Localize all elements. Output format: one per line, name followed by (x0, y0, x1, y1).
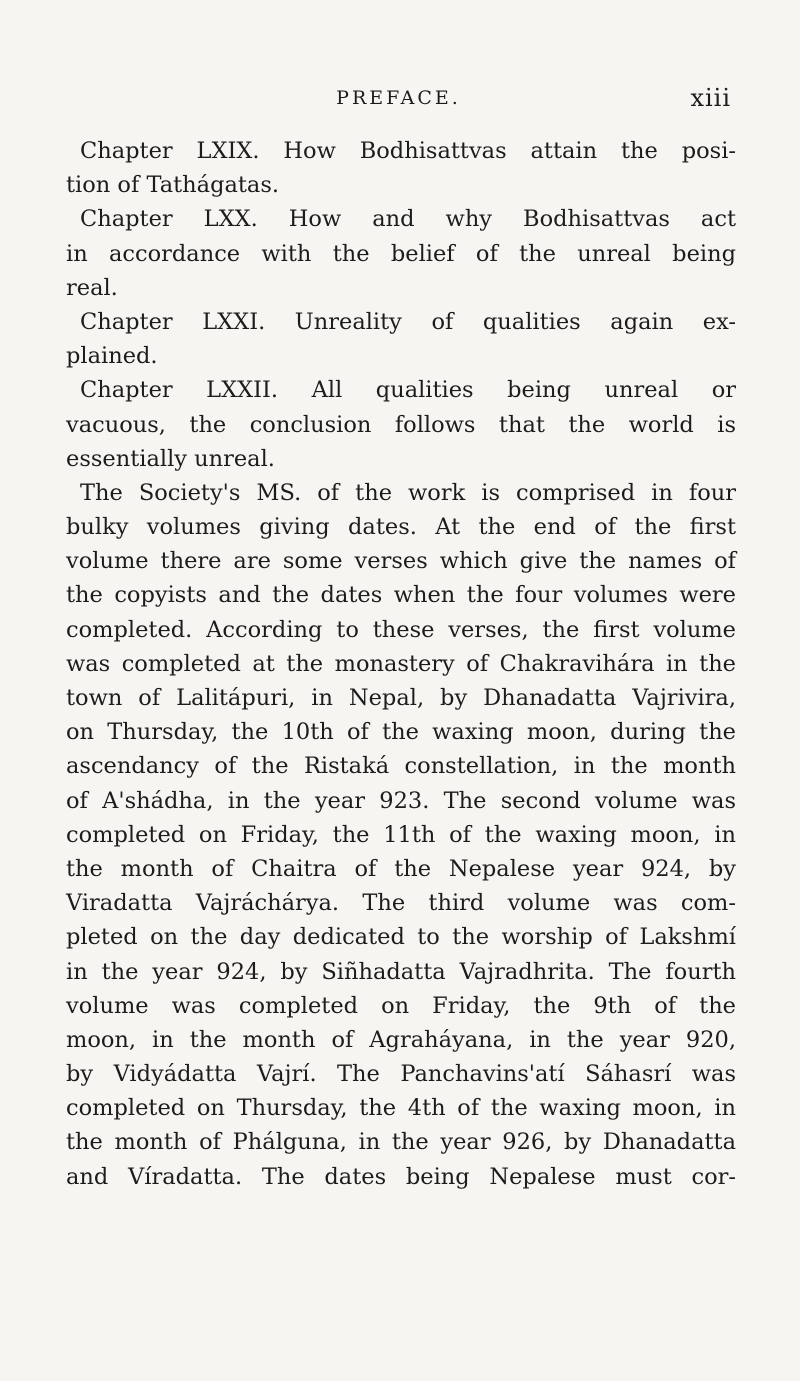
text-line: tion of Tathágatas. (66, 172, 280, 199)
text-line: the month of Phálguna, in the year 926, by Dhanadatta (66, 1129, 736, 1156)
page-number: xiii (690, 84, 731, 112)
text-line: essentially unreal. (66, 445, 275, 472)
text-line: Chapter LXX. How and why Bodhisattvas act (80, 206, 736, 233)
text-line: the month of Chaitra of the Nepalese year 924, by (66, 855, 736, 882)
text-line: by Vidyádatta Vajrí. The Panchavins'atí Sáhasrí was (66, 1061, 736, 1088)
text-line: on Thursday, the 10th of the waxing moon, during the (66, 719, 736, 746)
text-line: The Society's MS. of the work is comprised in four (80, 479, 736, 506)
text-line: vacuous, the conclusion follows that the world is (66, 411, 736, 438)
text-line: the copyists and the dates when the four volumes were (66, 582, 736, 609)
text-line: of A'shádha, in the year 923. The second volume was (66, 787, 736, 814)
text-line: real. (66, 274, 118, 301)
text-line: was completed at the monastery of Chakravihára in the (66, 650, 736, 677)
text-line: volume there are some verses which give the names of (66, 548, 736, 575)
text-line: in the year 924, by Siñhadatta Vajradhrita. The fourth (66, 958, 736, 985)
text-line: Viradatta Vajráchárya. The third volume was com- (66, 890, 736, 917)
text-line: in accordance with the belief of the unreal being (66, 240, 736, 267)
running-title: PREFACE. (336, 87, 461, 109)
text-line: bulky volumes giving dates. At the end of the first (66, 514, 736, 541)
running-head (66, 84, 731, 118)
text-line: and Víradatta. The dates being Nepalese must cor- (66, 1163, 736, 1190)
text-line: town of Lalitápuri, in Nepal, by Dhanadatta Vajrivira, (66, 685, 736, 711)
text-line: completed. According to these verses, the first volume (66, 616, 736, 643)
text-line: Chapter LXIX. How Bodhisattvas attain the posi- (80, 138, 736, 164)
text-line: ascendancy of the Ristaká constellation, in the month (66, 753, 736, 780)
text-line: Chapter LXXII. All qualities being unreal or (80, 377, 736, 404)
text-line: Chapter LXXI. Unreality of qualities again ex- (80, 308, 736, 335)
text-line: pleted on the day dedicated to the worship of Lakshmí (66, 924, 736, 951)
text-line: completed on Friday, the 11th of the waxing moon, in (66, 821, 736, 848)
text-line: volume was completed on Friday, the 9th of the (66, 992, 736, 1019)
body-text (66, 134, 736, 1194)
text-line: plained. (66, 343, 158, 370)
text-line: completed on Thursday, the 4th of the waxing moon, in (66, 1095, 736, 1122)
text-line: moon, in the month of Agraháyana, in the year 920, (66, 1026, 736, 1053)
